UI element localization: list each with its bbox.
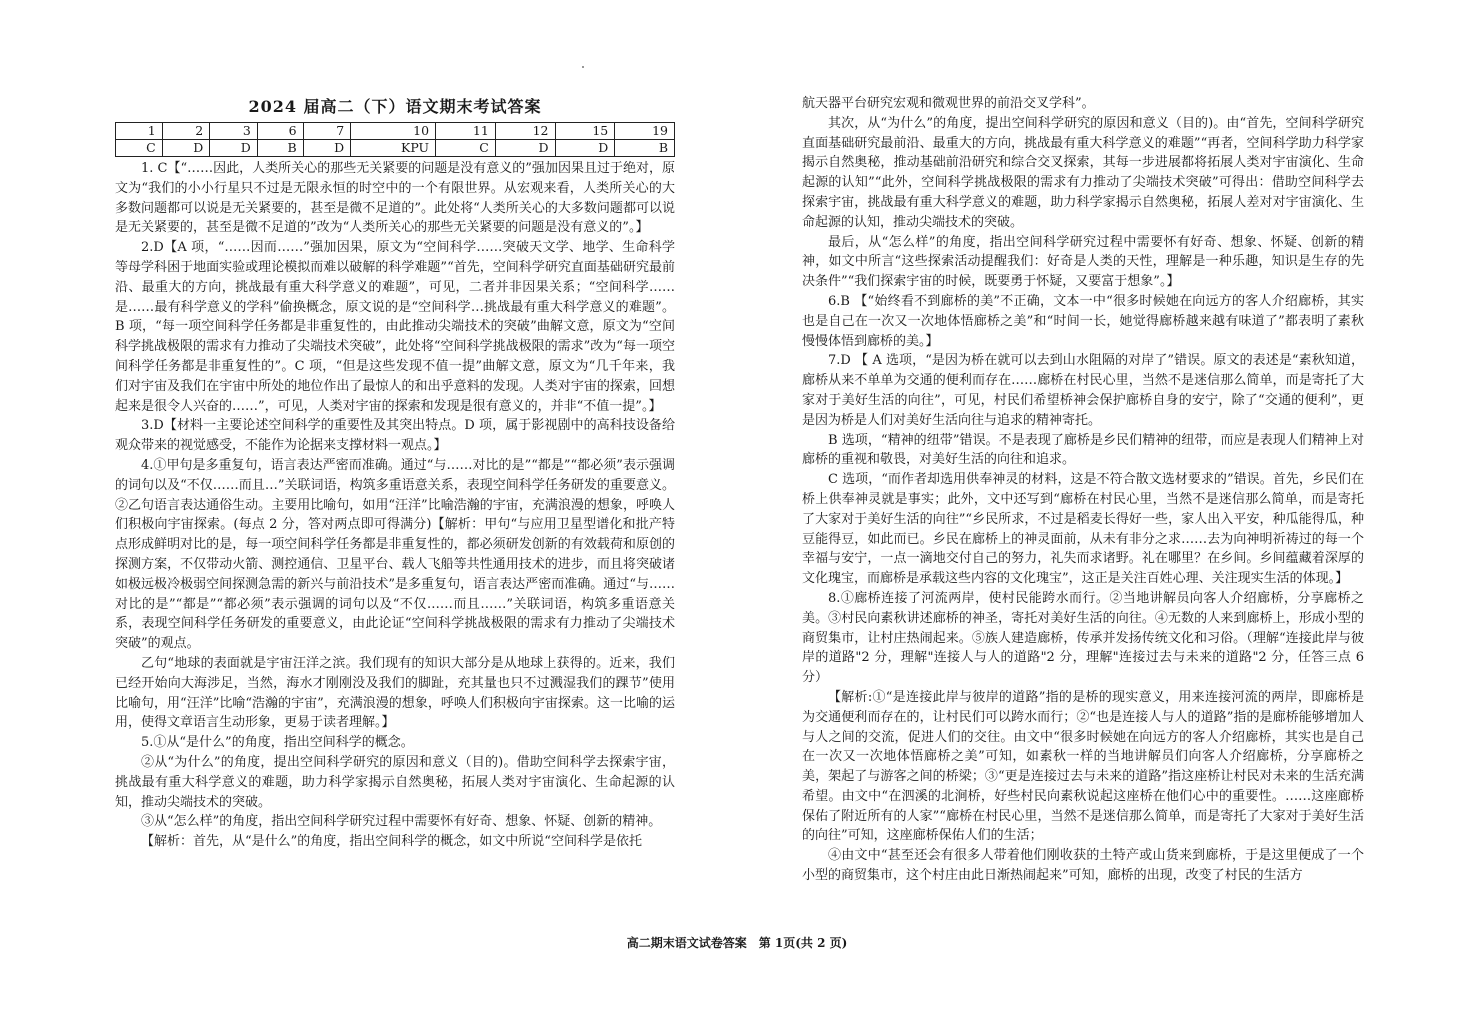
answer-cell: D [162, 140, 210, 157]
question-number-cell: 15 [555, 123, 615, 140]
page-footer: 高二期末语文试卷答案 第 1页(共 2 页) [626, 936, 848, 950]
stray-dot [582, 66, 584, 68]
question-number-cell: 11 [436, 123, 496, 140]
left-column [115, 94, 675, 852]
answer-cell: D [555, 140, 615, 157]
answer-cell: D [210, 140, 258, 157]
answer-cell: D [303, 140, 351, 157]
question-number-row [116, 123, 675, 140]
question-number-cell: 7 [303, 123, 351, 140]
answer-row [116, 140, 675, 157]
answer-cell: C [436, 140, 496, 157]
answer-paragraph: 8.①廊桥连接了河流两岸，使村民能跨水而行。②当地讲解员向客人介绍廊桥，分享廊桥之美。③村民向素秋讲述廊桥的神圣，寄托对美好生活的向往。④无数的人来到廊桥上，形成小型的商贸集市，让村庄热闹起来。⑤族人建造廊桥，传承并发扬传统文化和习俗。（理解“连接此岸与彼岸的道路"2 分，理解"连接人与人的道路"2 分，理解"连接过去与未来的道路"2 分，任答三点 6 分） [802, 590, 1364, 686]
right-body [802, 94, 1364, 886]
answer-paragraph: ②从“为什么”的角度，提出空间科学研究的原因和意义（目的)。借助空间科学去探索宇宙，挑战最有重大科学意义的难题，助力科学家揭示自然奥秘，拓展人类对宇宙演化、生命起源的认知，推动尖端技术的突破。 [115, 754, 675, 810]
answer-cell: KPU [351, 140, 436, 157]
left-body [115, 159, 675, 852]
answer-paragraph: 5.①从“是什么”的角度，指出空间科学的概念。 [141, 735, 414, 751]
question-number-cell: 12 [495, 123, 555, 140]
answer-paragraph: 航天器平台研究宏观和微观世界的前沿交叉学科”。 [802, 96, 1095, 111]
right-column [802, 94, 1364, 886]
answer-paragraph: 6.B 【“始终看不到廊桥的美”不正确，文本一中“很多时候她在向远方的客人介绍廊桥，其实也是自己在一次又一次地体悟廊桥之美”和“时间一长，她觉得廊桥越来越有味道了”都表明了素秋慢慢体悟到廊桥的美。】 [802, 293, 1364, 349]
question-number-cell: 19 [615, 123, 675, 140]
answer-paragraph: 最后，从“怎么样”的角度，指出空间科学研究过程中需要怀有好奇、想象、怀疑、创新的精神，如文中所言“这些探索活动提醒我们：好奇是人类的天性，理解是一种乐趣，知识是生存的先决条件”“我们探索宇宙的时候，既要勇于怀疑，又要富于想象”。】 [802, 234, 1364, 290]
question-number-cell: 10 [351, 123, 436, 140]
answer-cell: D [495, 140, 555, 157]
answer-cell: B [257, 140, 303, 157]
answer-paragraph: C 选项，“而作者却选用供奉神灵的材料，这是不符合散文选材要求的”错误。首先，乡民们在桥上供奉神灵就是事实；此外，文中还写到“廊桥在村民心里，当然不是迷信那么简单，而是寄托了大家对于美好生活的向往”“乡民所求，不过是稻麦长得好一些，家人出入平安，种瓜能得瓜，种豆能得豆，如此而已。乡民在廊桥上的神灵面前，从未有非分之求……去为向神明祈祷过的每一个幸福与安宁，一点一滴地交付自己的努力，礼失而求诸野。礼在哪里？在乡间。乡间蕴藏着深厚的文化瑰宝，而廊桥是承载这些内容的文化瑰宝”，这正是关注百姓心理、关注现实生活的体现。】 [802, 472, 1364, 587]
answer-paragraph: B 选项，“精神的纽带”错误。不是表现了廊桥是乡民们精神的纽带，而应是表现人们精神上对廊桥的重视和敬畏，对美好生活的向往和追求。 [802, 432, 1364, 468]
answer-paragraph: 2.D【A 项，“……因而……”强加因果，原文为“空间科学……突破天文学、地学、生命科学等母学科困于地面实验或理论模拟而难以破解的科学难题”“首先，空间科学研究直面基础研究最前沿、最重大的方向，挑战最有重大科学意义的难题”，可见，二者并非因果关系；“空间科学……是……最有科学意义的学科”偷换概念，原文说的是“空间科学…挑战最有重大科学意义的难题”。B 项，“每一项空间科学任务都是非重复性的，由此推动尖端技术的突破”曲解文意，原文为“空间科学挑战极限的需求有力推动了尖端技术突破”，此处将“空间科学挑战极限的需求”改为“每一项空间科学任务都是非重复性的”。C 项，“但是这些发现不值一提”曲解文意，原文为“几千年来，我们对宇宙及我们在宇宙中所处的地位作出了最惊人的和出乎意料的发现。人类对宇宙的探索，回想起来是很令人兴奋的……”，可见，人类对宇宙的探索和发现是很有意义的，并非“不值一提”。】 [115, 240, 675, 414]
answer-paragraph: 乙句“地球的表面就是宇宙汪洋之滨。我们现有的知识大部分是从地球上获得的。近来，我们已经开始向大海涉足，当然，海水才刚刚没及我们的脚趾，充其量也只不过溅湿我们的踝节”使用比喻句，用“汪洋”比喻“浩瀚的宇宙”，充满浪漫的想象，呼唤人们积极向宇宙探索。这一比喻的运用，使得文章语言生动形象，更易于读者理解。】 [115, 655, 675, 731]
answer-paragraph: ④由文中“甚至还会有很多人带着他们刚收获的土特产或山货来到廊桥，于是这里便成了一个小型的商贸集市，这个村庄由此日渐热闹起来”可知，廊桥的出现，改变了村民的生活方 [802, 848, 1364, 884]
answer-paragraph: 7.D 【 A 选项，“是因为桥在就可以去到山水阻隔的对岸了”错误。原文的表述是“素秋知道，廊桥从来不单单为交通的便利而存在……廊桥在村民心里，当然不是迷信那么简单，而是寄托了大家对于美好生活的向往”，可见，村民们希望桥神会保护廊桥自身的安宁，除了“交通的便利”，更是因为桥是人们对美好生活向往与追求的精神寄托。 [802, 353, 1364, 428]
answer-table [115, 122, 675, 157]
question-number-cell: 1 [116, 123, 163, 140]
question-number-cell: 2 [162, 123, 210, 140]
answer-cell: B [615, 140, 675, 157]
answer-paragraph: 【解析:①“是连接此岸与彼岸的道路”指的是桥的现实意义，用来连接河流的两岸，即廊桥是为交通便利而存在的，让村民们可以跨水而行；②“也是连接人与人的道路”指的是廊桥能够增加人与人之间的交流，促进人们的交往。由文中“很多时候她在向远方的客人介绍廊桥，其实也是自己在一次又一次地体悟廊桥之美”可知，如素秋一样的当地讲解员们向客人介绍廊桥，分享廊桥之美，架起了与游客之间的桥梁；③“更是连接过去与未来的道路”指这座桥让村民对未来的生活充满希望。由文中“在泗溪的北涧桥，好些村民向素秋说起这座桥在他们心中的重要性。……这座廊桥保佑了附近所有的人家”“廊桥在村民心里，当然不是迷信那么简单，而是寄托了大家对于美好生活的向往”可知，这座廊桥保佑人们的生活； [802, 689, 1364, 844]
answer-paragraph: 1. C【“……因此，人类所关心的那些无关紧要的问题是没有意义的”强加因果且过于绝对，原文为“我们的小小行星只不过是无限永恒的时空中的一个有限世界。从宏观来看，人类所关心的大多数问题都可以说是无关紧要的，甚至是微不足道的”。此处将“人类所关心的大多数问题都可以说是无关紧要的，甚至是微不足道的”改为“人类所关心的那些无关紧要的问题是没有意义的”。】 [115, 161, 675, 236]
answer-paragraph: 其次，从“为什么”的角度，提出空间科学研究的原因和意义（目的)。由“首先，空间科学研究直面基础研究最前沿、最重大的方向，挑战最有重大科学意义的难题”“再者，空间科学助力科学家揭示自然奥秘，推动基础前沿研究和综合交叉探索，其每一步进展都将拓展人类对宇宙演化、生命起源的认知”“此外，空间科学挑战极限的需求有力推动了尖端技术突破”可得出：借助空间科学去探索宇宙，挑战最有重大科学意义的难题，助力科学家揭示自然奥秘，拓展人差对对宇宙演化、生命起源的认知，推动尖端技术的突破。 [802, 115, 1364, 230]
page-title: 2024 届高二（下）语文期末考试答案 [248, 97, 542, 116]
question-number-cell: 3 [210, 123, 258, 140]
answer-cell: C [116, 140, 163, 157]
answer-paragraph: 3.D【材料一主要论述空间科学的重要性及其突出特点。D 项，属于影视剧中的高科技设备给观众带来的视觉感受，不能作为论据来支撑材料一观点。】 [115, 418, 675, 454]
answer-paragraph: 4.①甲句是多重复句，语言表达严密而准确。通过“与……对比的是”“都是”“都必须”表示强调的词句以及“不仅……而且…”关联词语，构筑多重语意关系，表现空间科学任务研发的重要意义。②乙句语言表达通俗生动。主要用比喻句，如用“汪洋”比喻浩瀚的宇宙，充满浪漫的想象，呼唤人们积极向宇宙探索。(每点 2 分，答对两点即可得满分)【解析：甲句“与应用卫星型谱化和批产特点形成鲜明对比的是，每一项空间科学任务都是非重复性的，都必须研发创新的有效载荷和原创的探测方案，不仅带动火箭、测控通信、卫星平台、载人飞船等共性通用技术的进步，而且将突破诸如极远极冷极弱空间探测急需的新兴与前沿技术”是多重复句，语言表达严密而准确。通过“与……对比的是”“都是”“都必须”表示强调的词句以及“不仅……而且……”关联词语，构筑多重语意关系，表现空间科学任务研发的重要意义，由此论证“空间科学挑战极限的需求有力推动了尖端技术突破”的观点。 [115, 457, 675, 652]
answer-paragraph: ③从“怎么样”的角度，指出空间科学研究过程中需要怀有好奇、想象、怀疑、创新的精神。 [141, 814, 662, 830]
answer-paragraph: 【解析：首先，从“是什么”的角度，指出空间科学的概念，如文中所说“空间科学是依托 [141, 834, 642, 850]
question-number-cell: 6 [257, 123, 303, 140]
